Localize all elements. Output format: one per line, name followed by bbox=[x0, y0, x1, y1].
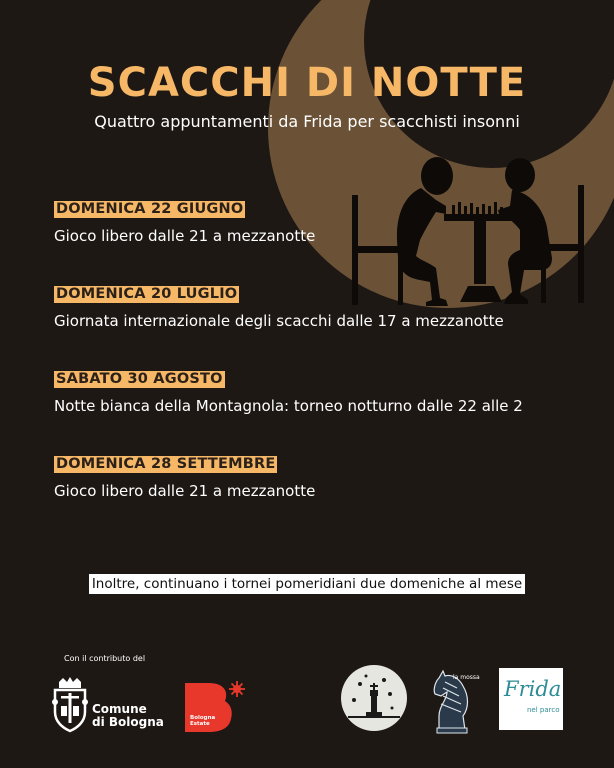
note-banner bbox=[0, 573, 614, 594]
comune-bologna-crest-icon bbox=[51, 676, 89, 732]
knight-logo-icon bbox=[429, 668, 480, 734]
page-subtitle: Quattro appuntamenti da Frida per scacchisti insonni bbox=[94, 112, 520, 131]
frida-nel-parco-logo bbox=[499, 668, 563, 730]
frida-subtitle: nel parco bbox=[527, 706, 560, 714]
event-date-2: DOMENICA 20 LUGLIO bbox=[56, 286, 238, 302]
bologna-estate-line-1: Bologna bbox=[190, 715, 216, 721]
chess-club-round-logo-icon bbox=[340, 664, 408, 732]
note-text: Inoltre, continuano i tornei pomeridiani due domeniche al mese bbox=[89, 574, 525, 594]
event-description-2: Giornata internazionale degli scacchi dalle 17 a mezzanotte bbox=[54, 312, 504, 330]
knight-logo-label: la mossa bbox=[453, 674, 480, 681]
comune-bologna-wordmark bbox=[92, 703, 164, 729]
event-description-3: Notte bianca della Montagnola: torneo notturno dalle 22 alle 2 bbox=[54, 397, 523, 415]
frida-word: Frida bbox=[504, 677, 562, 701]
comune-line-1: Comune bbox=[92, 702, 147, 716]
bologna-estate-line-2: Estate bbox=[190, 721, 210, 727]
comune-line-2: di Bologna bbox=[92, 715, 164, 729]
page-title: SCACCHI DI NOTTE bbox=[87, 60, 527, 106]
event-date-1: DOMENICA 22 GIUGNO bbox=[56, 201, 244, 217]
credit-text: Con il contributo del bbox=[64, 654, 146, 663]
event-description-4: Gioco libero dalle 21 a mezzanotte bbox=[54, 482, 316, 500]
event-description-1: Gioco libero dalle 21 a mezzanotte bbox=[54, 227, 316, 245]
bologna-estate-label bbox=[190, 715, 215, 727]
event-date-3: SABATO 30 AGOSTO bbox=[56, 371, 223, 387]
event-date-4: DOMENICA 28 SETTEMBRE bbox=[56, 456, 276, 472]
